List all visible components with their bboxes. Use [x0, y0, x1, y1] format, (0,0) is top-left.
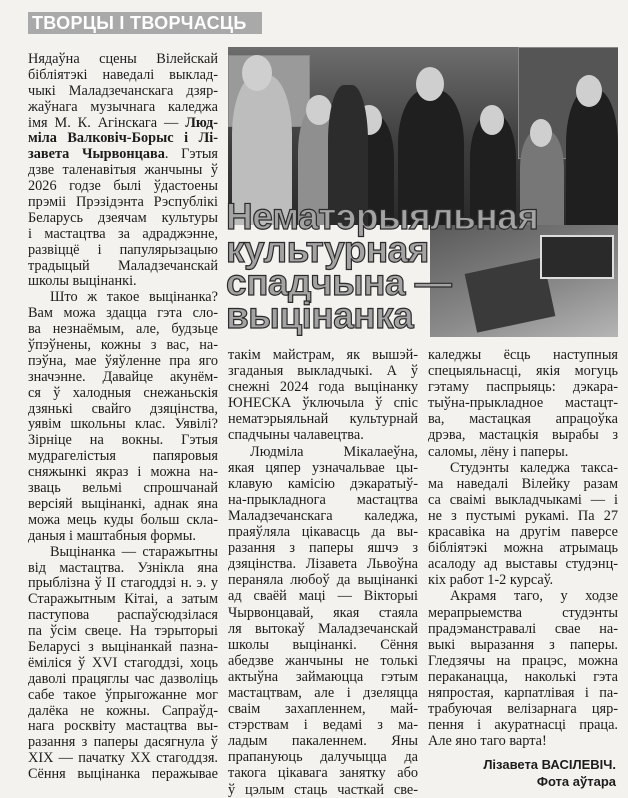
text-line: Акрамя таго, у ходзе: [450, 588, 618, 605]
photo-credit: Фота аўтара: [536, 774, 616, 789]
bold-name: завета Чырвонцава: [28, 146, 165, 163]
text-line: Беларусі з выцінанкай пазна-: [28, 638, 218, 655]
text-line: дзяцінства. Лізавета Львоўна: [228, 556, 418, 573]
text-line: Гледзячы на працэс, можна: [428, 652, 618, 669]
text-line: Беларусь дзеячам культуры: [28, 209, 218, 226]
text-line: снежні 2024 года выцінанку: [228, 379, 418, 396]
text-line: [28, 147, 218, 163]
text-line: ся ў халодныя снежаньскія: [28, 384, 218, 401]
text-line: стэрствам і ведамі з ма-: [228, 717, 418, 734]
person-head: [242, 55, 272, 91]
text-line: праяўляла цікавасць да вы-: [228, 524, 418, 541]
person-head: [416, 67, 444, 101]
text-line: актыўна займаюцца гэтым: [228, 668, 418, 685]
paragraph: [428, 460, 618, 589]
text-line: можа мець куды больш скла-: [28, 511, 218, 528]
text-line: Старажытным Кітаі, а затым: [28, 591, 218, 608]
text-line: якая цяпер узначальвае цы-: [228, 459, 418, 476]
text-line: ЮНЕСКА ўключыла ў спіс: [228, 395, 418, 412]
text-line: на-прыкладнога мастацтва: [228, 491, 418, 508]
text-line: ўпэўнены, кожны з вас, на-: [28, 337, 218, 354]
text-line: прапануюць далучыцца да: [228, 749, 418, 766]
text-line: выкі выразання з паперы.: [428, 636, 618, 653]
paragraph: [28, 545, 218, 783]
text-line: школы выцінанкі. Сёння: [228, 636, 418, 653]
text-line: уявім школьны клас. Уявілі?: [28, 416, 218, 433]
text-line: значэнне. Давайце акунём-: [28, 368, 218, 385]
text-line: ад сваёй маці — Вікторыі: [228, 588, 418, 605]
text-line: клавую камісію дэкаратыў-: [228, 475, 418, 492]
text-line: даныя і маштабныя формы.: [28, 527, 196, 544]
text-line: 2026 годзе былі ўдастоены: [28, 178, 218, 195]
text-line: такога цікавага занятку або: [228, 765, 418, 782]
person-head: [480, 105, 504, 135]
text-line: прадэманстравалі свае на-: [428, 620, 618, 637]
text-line: Выцінанка — старажытны: [50, 543, 218, 560]
text-line: жаўнага музычнага каледжа: [28, 98, 218, 115]
text-line: сабе такое ўпрыгожанне мог: [28, 686, 218, 703]
text-line: Сёння выцінанка перажывае: [28, 766, 218, 783]
text-line: асалоду ад выставы студэнц-: [428, 556, 618, 573]
headline-line: спадчына —: [226, 262, 452, 303]
text-line: ёміліся ў XVI стагоддзі, хоць: [28, 654, 218, 671]
text-line: від мастацтва. Узнікла яна: [28, 559, 218, 576]
text-line: Але яно таго варта!: [428, 733, 547, 750]
text-line: сваім захапленнем, май-: [228, 701, 418, 718]
text-line: развіццё і папулярызацыю: [28, 241, 218, 258]
text-line: такім майстрам, як вышэй-: [228, 347, 418, 363]
text-line: Маладзечанскага каледжа,: [228, 507, 418, 524]
text-line: даволі працяглы час дазволіць: [28, 670, 218, 687]
text-line: мудрагелістыя папяровыя: [28, 448, 218, 465]
text-run: . Гэтыя: [164, 146, 218, 163]
text-line: сняжынкі якраз і можна на-: [28, 464, 218, 481]
bold-name: Люд-: [185, 114, 218, 131]
headline-line: Нематэрыяльная: [226, 196, 539, 237]
text-line: Зірніце на вокны. Гэтыя: [28, 432, 218, 449]
text-line: нага росквіту мастацтва вы-: [28, 718, 218, 735]
text-line: ва незнаёмым, але, будзьце: [28, 321, 218, 338]
author-byline: Лізавета ВАСІЛЕВІЧ.: [483, 757, 616, 772]
text-line: тыўна-прыкладное мастацт-: [428, 395, 618, 412]
text-line: абедзве жанчыны не толькі: [228, 652, 418, 669]
text-line: ва, мастацкая апрацоўка: [428, 411, 618, 428]
paragraph: [28, 290, 218, 544]
text-line: няпростая, карпатлівая і па-: [428, 684, 618, 701]
text-line: пераняла любоў да выцінанкі: [228, 572, 418, 589]
text-line: пення і акуратнасці праца.: [428, 717, 618, 734]
text-line: саломы, лёну і паперы.: [428, 443, 569, 460]
text-line: Што ж такое выцінанка?: [50, 289, 218, 306]
headline-line: культурная: [226, 229, 429, 270]
text-line: дрэва, мастацкія вырабы з: [428, 427, 618, 444]
text-line: [28, 116, 218, 132]
headline-line: выцінанка: [226, 295, 414, 336]
person-head: [530, 119, 552, 147]
paragraph: [228, 347, 418, 444]
text-line: кіх работ 1-2 курсаў.: [428, 572, 554, 589]
text-line: спецыяльнасці, якія могуць: [428, 363, 618, 380]
person-head: [576, 75, 602, 107]
text-line: ладым пакаленнем. Яны: [228, 733, 418, 750]
text-line: Людміла Мікалаеўна,: [250, 443, 418, 460]
text-run: імя М. К. Агінскага —: [28, 114, 186, 131]
text-column-2: [228, 347, 418, 798]
frame: [540, 235, 614, 279]
text-line: традыцый Маладзечанскай: [28, 257, 218, 274]
text-line: дзве таленавітыя жанчыны ў: [28, 162, 218, 179]
paragraph: [228, 444, 418, 798]
text-line: [28, 131, 218, 147]
text-line: ма наведалі Вілейку разам: [428, 475, 618, 492]
text-line: мерапрыемства студэнты: [428, 604, 618, 621]
text-line: і мастацтва за адраджэнне,: [28, 225, 218, 242]
bold-name: міла Валковіч-Борыс і Лі-: [28, 130, 218, 147]
text-line: XIX — пачатку XX стагоддзя.: [28, 750, 218, 767]
paragraph: [428, 347, 618, 460]
text-line: красавіка на другім паверсе: [428, 524, 618, 541]
text-line: прэміі Прэзідэнта Рэспублікі: [28, 194, 218, 211]
text-line: разання з паперы дасягнула ў: [28, 734, 218, 751]
text-column-3: [428, 347, 618, 749]
text-line: бібліятэкі можна атрымаць: [428, 540, 618, 557]
text-line: бібліятэкі наведалі выклад-: [28, 66, 218, 83]
text-line: дзянькі свайго дзяцінства,: [28, 400, 218, 417]
text-line: прыблізна ў ІІ стагоддзі н. э. у: [28, 575, 218, 592]
text-line: Студэнты каледжа такса-: [450, 459, 618, 476]
text-line: не з пустымі рукамі. Па 27: [428, 507, 618, 524]
text-line: нематэрыяльнай культурнай: [228, 411, 418, 428]
text-line: паступова распаўсюдзілася: [28, 607, 218, 624]
text-line: Нядаўна сцены Вілейскай: [28, 51, 218, 67]
text-line: згаданыя выкладчыкі. А ў: [228, 363, 418, 380]
text-line: зваць вельмі спрошчанай: [28, 480, 218, 497]
paragraph: [28, 52, 218, 290]
text-line: каледжы ёсць наступныя: [428, 347, 618, 363]
text-line: разання з паперы яшчэ з: [228, 540, 418, 557]
text-line: далёка не кожны. Сапраўд-: [28, 702, 218, 719]
text-line: пераканацца, наколькі гэта: [428, 668, 618, 685]
text-line: гэтаму паспрыяць: дэкара-: [428, 379, 618, 396]
text-line: трабуючая велізарнага цяр-: [428, 701, 618, 718]
text-line: па ўсім свеце. На тэрыторыі: [28, 623, 218, 640]
text-line: пэўна, мае ўяўленне пра яго: [28, 352, 218, 369]
text-line: ў цэлым стаць часткай све-: [228, 781, 418, 798]
article-headline: [226, 196, 539, 336]
text-line: спадчыны чалавецтва.: [228, 427, 364, 444]
text-line: Вам можа здацца гэта сло-: [28, 305, 218, 322]
paragraph: [428, 588, 618, 749]
text-line: школы выцінанкі.: [28, 273, 137, 290]
person: [566, 90, 618, 225]
text-line: са сваімі выкладчыкамі — і: [428, 491, 618, 508]
text-line: Чырвонцавай, якая стаяла: [228, 604, 418, 621]
text-column-1: [28, 52, 218, 783]
section-heading: ТВОРЦЫ І ТВОРЧАСЦЬ: [28, 12, 262, 34]
text-line: версіяй выцінанкі, аднак яна: [28, 495, 218, 512]
text-line: мастацтвам, але і дзеляцца: [228, 684, 418, 701]
text-line: ля вытокаў Маладзечанскай: [228, 620, 418, 637]
text-line: чыкі Маладзечанскага дзяр-: [28, 82, 218, 99]
